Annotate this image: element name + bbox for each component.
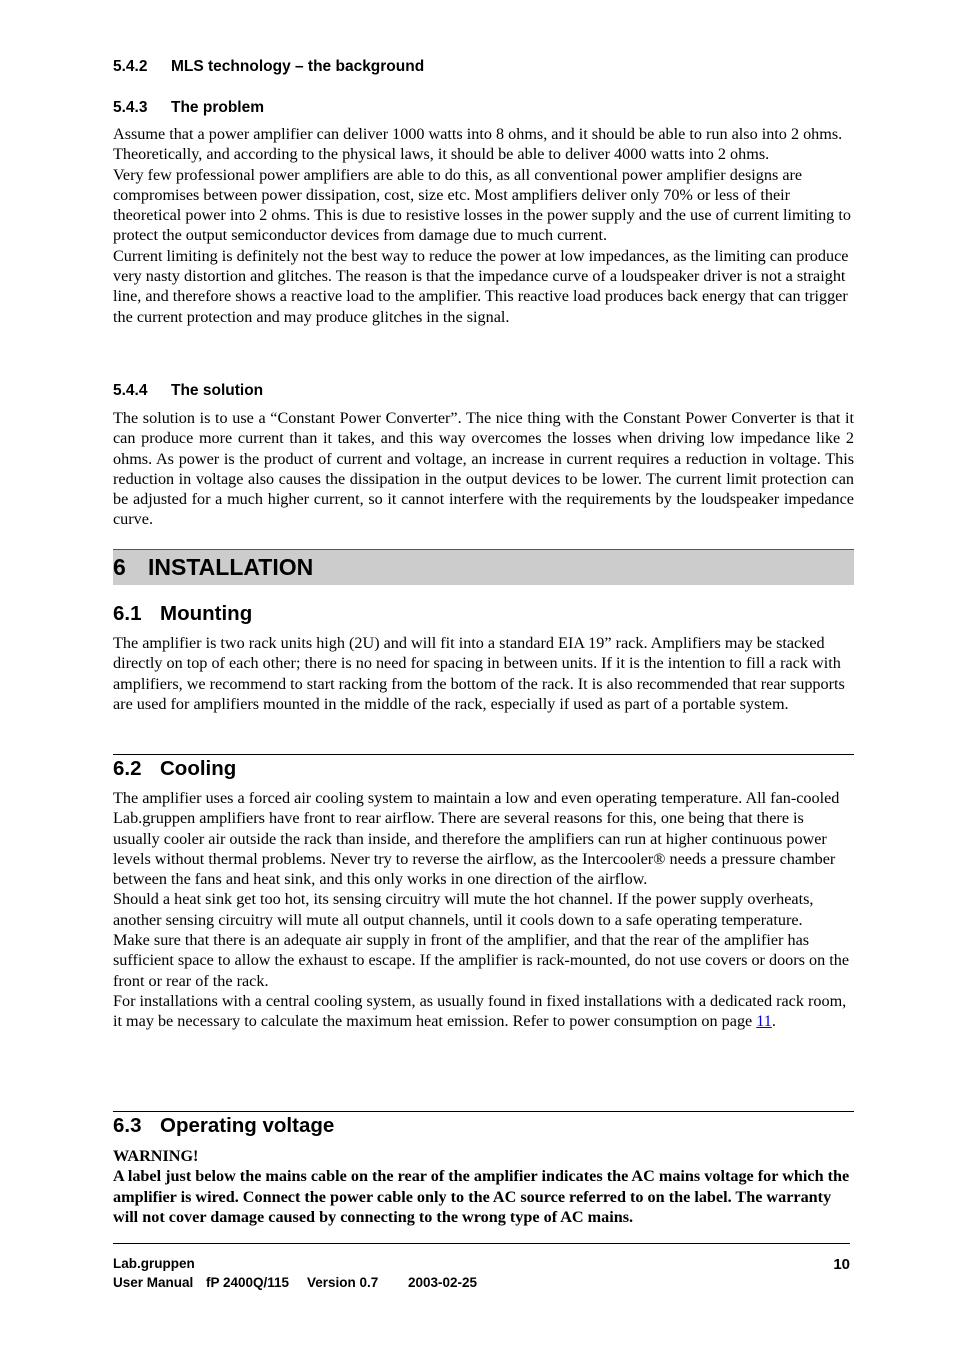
paragraph: Make sure that there is an adequate air supply in front of the amplifier, and that the rear of the amplifier has sufficient space to allow the exhaust to escape. If the amplifier is rack-mounted, do not use covers or doors on the front or rear of the rack.	[113, 931, 850, 990]
section-number: 5.4.3	[113, 99, 148, 116]
section-title: Operating voltage	[160, 1114, 335, 1137]
paragraph-end: .	[771, 1012, 776, 1031]
heading-5-4-2	[113, 58, 854, 76]
page-reference-link[interactable]: 11	[756, 1012, 772, 1031]
footer-model: fP 2400Q/115	[206, 1275, 290, 1290]
mounting-body	[113, 633, 854, 714]
warning-block	[113, 1146, 854, 1227]
heading-6-2	[113, 757, 854, 781]
warning-text: A label just below the mains cable on the rear of the amplifier indicates the AC mains voltage for which the amplifier is wired. Connect the power cable only to the AC source referred to on the label. The warranty will not cover damage caused by connecting to the wrong type of AC mains.	[113, 1167, 850, 1226]
section-number: 6.3	[113, 1114, 142, 1137]
chapter-title: INSTALLATION	[148, 554, 314, 580]
section-number: 5.4.4	[113, 382, 148, 399]
problem-body	[113, 124, 854, 327]
section-number: 6.1	[113, 602, 142, 625]
section-number: 6.2	[113, 757, 142, 780]
chapter-number: 6	[113, 554, 126, 580]
cooling-body	[113, 788, 854, 1032]
paragraph: Current limiting is definitely not the best way to reduce the power at low impedances, as the limiting can produce very nasty distortion and glitches. The reason is that the impedance curve of a loudspeaker driver is not a straight line, and therefore shows a reactive load to the amplifier. This reactive load produces back energy that can trigger the current protection and may produce glitches in the signal.	[113, 246, 849, 326]
footer-version: Version 0.7	[307, 1275, 379, 1290]
section-title: The solution	[171, 382, 264, 399]
page-number: 10	[833, 1256, 850, 1273]
paragraph: The amplifier is two rack units high (2U) and will fit into a standard EIA 19” rack. Amplifiers may be stacked directly on top of each other; there is no need for spacing in between units. If it is the intention to fill a rack with amplifiers, we recommend to start racking from the bottom of the rack. It is also recommended that rear supports are used for amplifiers mounted in the middle of the rack, especially if used as part of a portable system.	[113, 634, 845, 713]
paragraph: Very few professional power amplifiers are able to do this, as all conventional power amplifier designs are compromises between power dissipation, cost, size etc. Most amplifiers deliver only 70% or less of their theoretical power into 2 ohms. This is due to resistive losses in the power supply and the use of current limiting to protect the output semiconductor devices from damage due to much current.	[113, 165, 851, 245]
heading-5-4-3	[113, 99, 854, 117]
paragraph: The solution is to use a “Constant Power Converter”. The nice thing with the Constant Power Converter is that it can produce more current than it takes, and this way overcomes the losses when driving low impedance like 2 ohms. As power is the product of current and voltage, an increase in current requires a reduction in voltage. This reduction in voltage also causes the dissipation in the output devices to be lower. The current limit protection can be adjusted for a much higher current, so it cannot interfere with the requirements by the loudspeaker impedance curve.	[113, 409, 854, 529]
heading-6-1	[113, 602, 854, 626]
paragraph	[113, 991, 854, 1032]
section-title: The problem	[171, 99, 265, 116]
footer-rule	[113, 1243, 850, 1244]
section-number: 5.4.2	[113, 58, 148, 75]
paragraph: The amplifier uses a forced air cooling system to maintain a low and even operating temperature. All fan-cooled Lab.gruppen amplifiers have front to rear airflow. There are several reasons for this, one being that there is usually cooler air outside the rack than inside, and therefore the amplifiers can run at higher continuous power levels without thermal problems. Never try to reverse the airflow, as the Intercooler® needs a pressure chamber between the fans and heat sink, and this only works in one direction of the airflow.	[113, 789, 840, 889]
footer-doc-type: User Manual	[113, 1275, 194, 1290]
section-title: MLS technology – the background	[171, 58, 425, 75]
section-title: Cooling	[160, 757, 237, 780]
section-divider	[113, 1111, 854, 1112]
footer-date: 2003-02-25	[408, 1275, 478, 1290]
warning-heading: WARNING!	[113, 1147, 199, 1165]
section-title: Mounting	[160, 602, 253, 625]
heading-6-3	[113, 1114, 854, 1138]
solution-body	[113, 408, 854, 530]
paragraph: Assume that a power amplifier can deliver 1000 watts into 8 ohms, and it should be able to run also into 2 ohms. Theoretically, and according to the physical laws, it should be able to deliver 4000 watts into 2 ohms.	[113, 125, 843, 164]
paragraph-text: For installations with a central cooling system, as usually found in fixed installations with a dedicated rack room, it may be necessary to calculate the maximum heat emission. Refer to power consumption on page	[113, 991, 847, 1031]
heading-5-4-4	[113, 382, 854, 400]
paragraph: Should a heat sink get too hot, its sensing circuitry will mute the hot channel. If the power supply overheats, another sensing circuitry will mute all output channels, until it cools down to a safe operating temperature.	[113, 890, 814, 929]
section-divider	[113, 754, 854, 755]
footer-company: Lab.gruppen	[113, 1256, 195, 1271]
footer	[113, 1256, 854, 1290]
chapter-heading-installation	[113, 549, 854, 585]
